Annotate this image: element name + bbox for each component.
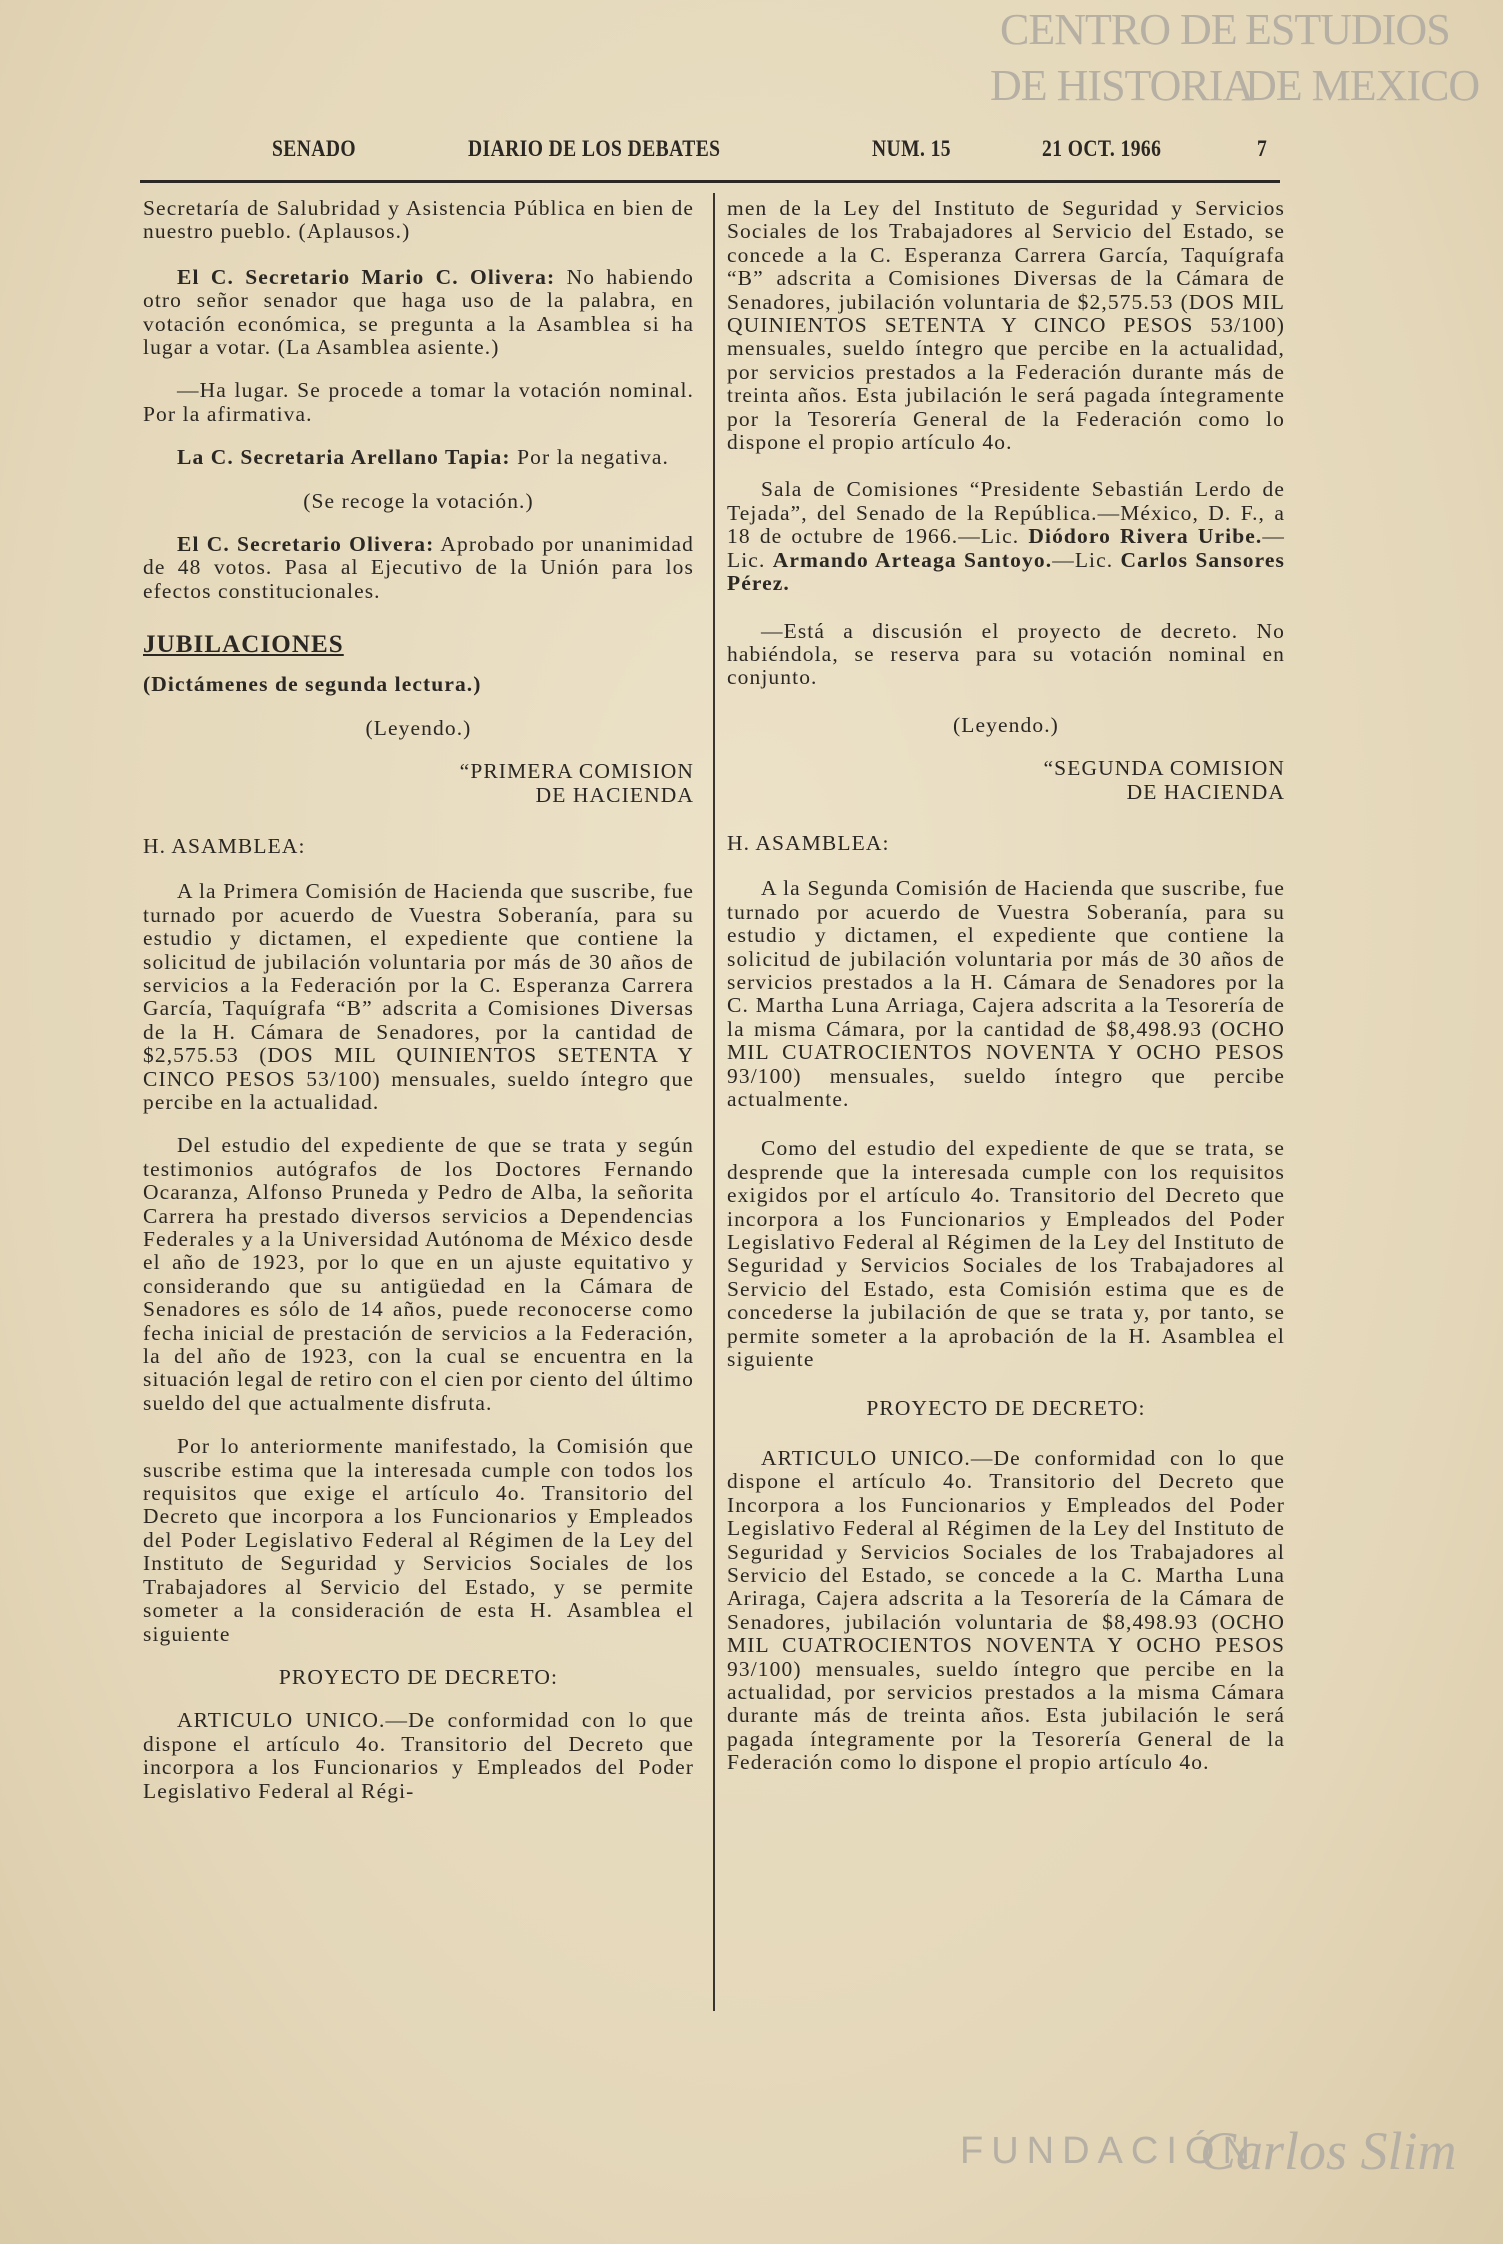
speaker: El C. Secretario Mario C. Olivera: bbox=[177, 264, 556, 289]
commission-line: “SEGUNDA COMISION bbox=[1043, 756, 1285, 781]
stage-direction: (Leyendo.) bbox=[953, 712, 1059, 737]
salutation: H. ASAMBLEA: bbox=[143, 833, 306, 858]
commission-line: DE HACIENDA bbox=[1126, 779, 1285, 804]
header-rule bbox=[140, 180, 1280, 183]
signatory: Armando Arteaga Santoyo. bbox=[772, 547, 1053, 572]
stage-direction: (Se recoge la votación.) bbox=[303, 488, 534, 513]
signatory: Diódoro Rivera Uribe. bbox=[1028, 524, 1263, 549]
header-section: SENADO bbox=[272, 136, 357, 161]
paragraph: ARTICULO UNICO.—De conformidad con lo que dispone el artículo 4o. Transitorio del Decreto que Incorpora a los Funcionarios y Empleados del Poder Legislativo Federal al Régimen de la Ley del Instituto de Seguridad y Servicios Sociales de los Trabajadores al Servicio del Estado, se concede a la C. Martha Luna Ariraga, Cajera adscrita a la Tesorería de la Cámara de Senadores, jubilación voluntaria de $8,498.93 (OCHO MIL CUATROCIENTOS NOVENTA Y OCHO PESOS 93/100) mensuales, sueldo íntegro que percibe en la actualidad, por servicios prestados a la misma Cámara durante más de treinta años. Esta jubilación le será pagada íntegramente por la Tesorería General de la Federación como lo dispone el propio artículo 4o. bbox=[727, 1445, 1285, 1775]
signature-text: Sala de Comisiones “Presidente Sebastián Lerdo de Tejada”, del Senado de la República.—México, D. F., a 18 de octubre de 1966.—Lic. bbox=[727, 477, 1285, 549]
page-number: 7 bbox=[1257, 136, 1268, 161]
speaker: El C. Secretario Olivera: bbox=[177, 532, 435, 557]
right-column bbox=[727, 193, 1285, 1775]
commission-line: “PRIMERA COMISION bbox=[459, 759, 694, 784]
watermark-line: FUNDACIÓN bbox=[960, 2130, 1258, 2172]
paragraph: A la Primera Comisión de Hacienda que suscribe, fue turnado por acuerdo de Vuestra Soberanía, para su estudio y dictamen, el expediente que contiene la solicitud de jubilación voluntaria por más de 30 años de servicios a la Federación por la C. Esperanza Carrera García, Taquígrafa “B” adscrita a Comisiones Diversas de la H. Cámara de Senadores, por la cantidad de $2,575.53 (DOS MIL QUINIENTOS SETENTA Y CINCO PESOS 53/100) mensuales, sueldo íntegro que percibe en la actualidad. bbox=[143, 879, 694, 1114]
section-subheading: (Dictámenes de segunda lectura.) bbox=[143, 672, 482, 697]
column-divider bbox=[713, 193, 715, 2011]
watermark-line: CENTRO DE bbox=[1000, 5, 1237, 54]
commission-name bbox=[143, 760, 694, 807]
decree-heading: PROYECTO DE DECRETO: bbox=[866, 1396, 1146, 1421]
paragraph bbox=[143, 266, 694, 360]
paragraph: Por lo anteriormente manifestado, la Comisión que suscribe estima que la interesada cumple con todos los requisitos que exige el artículo 4o. Transitorio del Decreto que incorpora a los Funcionarios y Empleados del Poder Legislativo Federal al Régimen de la Ley del Instituto de Seguridad y Servicios Sociales de los Trabajadores al Servicio del Estado, y se permite someter a la consideración de esta H. Asamblea el siguiente bbox=[143, 1434, 694, 1646]
paragraph: Como del estudio del expediente de que se trata, se desprende que la interesada cumple con los requisitos exigidos por el artículo 4o. Transitorio del Decreto que incorpora a los Funcionarios y Empleados del Poder Legislativo Federal al Régimen de la Ley del Instituto de Seguridad y Servicios Sociales de los Trabajadores al Servicio del Estado, esta Comisión estima que es de concederse la jubilación de que se trata y, por tanto, se permite someter a la aprobación de la H. Asamblea el siguiente bbox=[727, 1136, 1285, 1372]
paragraph: ARTICULO UNICO.—De conformidad con lo que dispone el artículo 4o. Transitorio del Decreto que incorpora a los Funcionarios y Empleados del Poder Legislativo Federal al Régi- bbox=[143, 1708, 694, 1803]
signature-text: —Lic. bbox=[727, 524, 1285, 572]
header-publication: DIARIO DE LOS DEBATES bbox=[468, 136, 721, 161]
watermark-line: DE MEXICO bbox=[1245, 61, 1480, 110]
watermark-line: ESTUDIOS bbox=[1245, 5, 1450, 54]
speech: Por la negativa. bbox=[510, 445, 670, 470]
section-heading: JUBILACIONES bbox=[143, 631, 344, 659]
left-column bbox=[143, 193, 694, 1803]
paragraph: Secretaría de Salubridad y Asistencia Pública en bien de nuestro pueblo. (Aplausos.) bbox=[143, 196, 694, 244]
commission-name bbox=[727, 757, 1285, 804]
speaker: La C. Secretaria Arellano Tapia: bbox=[177, 445, 511, 470]
watermark-signature: Carlos Slim bbox=[1200, 2121, 1457, 2181]
stage-direction: (Leyendo.) bbox=[365, 715, 472, 740]
paragraph bbox=[727, 478, 1285, 595]
signatory: Carlos Sansores Pérez. bbox=[727, 547, 1286, 596]
paragraph: men de la Ley del Instituto de Seguridad y Servicios Sociales de los Trabajadores al Servicio del Estado, se concede a la C. Esperanza Carrera García, Taquígrafa “B” adscrita a Comisiones Diversas de la Cámara de Senadores, jubilación voluntaria de $2,575.53 (DOS MIL QUINIENTOS SETENTA Y CINCO PESOS 53/100) mensuales, sueldo íntegro que percibe en la actualidad, por servicios prestados a la Federación durante más de treinta años. Esta jubilación le será pagada íntegramente por la Tesorería General de la Federación como lo dispone el propio artículo 4o. bbox=[727, 196, 1285, 455]
paragraph bbox=[143, 446, 694, 469]
commission-line: DE HACIENDA bbox=[535, 782, 694, 807]
decree-heading: PROYECTO DE DECRETO: bbox=[278, 1664, 559, 1689]
paragraph bbox=[143, 533, 694, 603]
speech: Aprobado por unanimidad de 48 votos. Pasa al Ejecutivo de la Unión para los efectos constitucionales. bbox=[143, 532, 694, 603]
header-number: NUM. 15 bbox=[872, 136, 951, 161]
header-date: 21 OCT. 1966 bbox=[1042, 136, 1162, 161]
paragraph: —Ha lugar. Se procede a tomar la votación nominal. Por la afirmativa. bbox=[143, 378, 694, 426]
paragraph: —Está a discusión el proyecto de decreto. No habiéndola, se reserva para su votación nominal en conjunto. bbox=[727, 618, 1285, 690]
watermark-line: DE HISTORIA bbox=[990, 61, 1254, 110]
speech: No habiendo otro señor senador que haga uso de la palabra, en votación económica, se pregunta a la Asamblea si ha lugar a votar. (La Asamblea asiente.) bbox=[143, 264, 694, 360]
salutation: H. ASAMBLEA: bbox=[727, 830, 890, 855]
paragraph: A la Segunda Comisión de Hacienda que suscribe, fue turnado por acuerdo de Vuestra Soberanía, para su estudio y dictamen, el expediente que contiene la solicitud de jubilación voluntaria por más de 30 años de servicios prestados a la H. Cámara de Senadores por la C. Martha Luna Arriaga, Cajera adscrita a la Tesorería de la misma Cámara, por la cantidad de $8,498.93 (OCHO MIL CUATROCIENTOS NOVENTA Y OCHO PESOS 93/100) mensuales, sueldo íntegro que percibe actualmente. bbox=[727, 876, 1285, 1111]
signature-text: —Lic. bbox=[1052, 547, 1121, 572]
paragraph: Del estudio del expediente de que se trata y según testimonios autógrafos de los Doctores Fernando Ocaranza, Alfonso Pruneda y Pedro de Alba, la señorita Carrera ha prestado diversos servicios a Dependencias Federales y a la Universidad Autónoma de México desde el año de 1923, por lo que en un ajuste equitativo y considerando que su antigüedad en la Cámara de Senadores es sólo de 14 años, puede reconocerse como fecha inicial de prestación de servicios a la Federación, la del año de 1923, con la cual se encuentra en la situación legal de retiro con el cien por ciento del último sueldo del que actualmente disfruta. bbox=[143, 1133, 694, 1415]
